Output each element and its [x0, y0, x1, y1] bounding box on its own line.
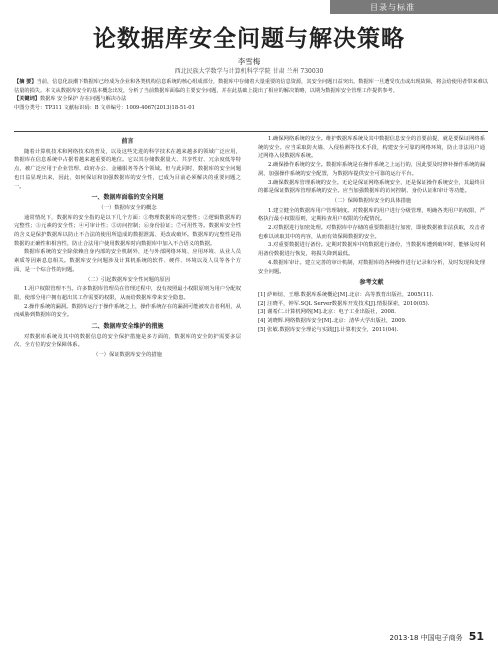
section-1-heading: 一、数据库面临的安全问题: [91, 194, 164, 202]
author: 李雪梅: [237, 57, 261, 66]
abstract-block: [14, 78, 488, 112]
abstract-text: 当前，信息化浪潮下数据库已经成为企业和各类机构信息系统的核心组成部分，数据库中存储着大量重要的信息资源，其安全问题日益突出。数据库一旦遭受攻击或出现故障，将会给使用者带来难以估量的损失。本文从数据库安全的基本概念出发，分析了当前数据库面临的主要安全问题，并在此基础上提出了相应的解决策略，以期为数据库安全管理工作提供参考。: [14, 79, 488, 94]
page-footer: [390, 630, 484, 643]
right-paragraph-6: 3.对重要数据进行备份。定期对数据库中的数据进行备份，当数据库遭到破坏时，能够及时利用备份数据进行恢复，将损失降到最低。: [258, 242, 485, 258]
right-paragraph-5: 2.对数据进行加密处理。对数据库中存储的重要数据进行加密，即使数据被非法获取，攻击者也难以读取其中的内容，从而有效保障数据的安全。: [258, 225, 485, 240]
right-column: [258, 135, 485, 635]
right-paragraph-1: 1.确保网络系统的安全。维护数据库系统及其中数据信息安全的首要前提，就是要保证网络系统的安全。应当采取防火墙、入侵检测等技术手段，构建安全可靠的网络环境，防止非法用户通过网络入侵数据库系统。: [258, 136, 485, 160]
keywords: 数据库 安全保护 存在问题与解决办法: [39, 96, 127, 103]
reference-item: [5] 张敏.数据库安全理论与实践[J].计算机安全，2011(04).: [258, 326, 399, 333]
intro-heading: 前言: [121, 138, 134, 145]
right-paragraph-4: 1.建立健全的数据库用户管理制度。对数据库的用户进行分级管理，明确各类用户的权限，严格执行最小权限原则，定期检查用户权限的分配情况。: [258, 207, 485, 223]
left-column: [14, 135, 241, 635]
references-heading: 参考文献: [359, 279, 384, 287]
reference-item: [1] 萨师煊，王珊.数据库系统概论[M].北京：高等教育出版社，2005(11).: [258, 291, 434, 298]
section-1-paragraph-3: 1.用户权限管理不当。许多数据库管理员在管理过程中，没有按照最小权限原则为用户分配权限，使部分用户拥有超出其工作需要的权限，从而给数据库带来安全隐患。: [14, 286, 241, 301]
abstract-label: 【摘 要】: [14, 79, 37, 85]
section-1-sub-2: （二）引起数据库安全性问题的原因: [85, 276, 170, 283]
journal-issue: 2013·18 中国电子商务: [389, 634, 463, 642]
section-2-paragraph-1: 对数据库系统及其中的数据信息的安全保护措施是多方面的，数据库的安全防护需要多层次、全方位的安全保障体系。: [14, 333, 241, 349]
section-1-sub-1: （一）数据库安全的概念: [98, 204, 157, 211]
section-1-paragraph-1: 通常情况下，数据库的安全指的是以下几个方面：①物理数据库的完整性；②逻辑数据库的完整性；③元素的安全性；④可审计性；⑤访问控制；⑥身份验证；⑦可用性等。数据库安全性的含义是保护数据库以防止不合法的使用所造成的数据泄露、更改或破坏。数据库的完整性是指数据的正确性和相容性，防止合法用户使用数据库时向数据库中加入不合语义的数据。: [14, 214, 241, 247]
section-2-sub-1: （一）保证数据库安全的措施: [93, 352, 162, 359]
affiliation: 西北民族大学数学与计算机科学学院 甘肃 兰州 730030: [174, 68, 324, 75]
header-divider: [14, 131, 488, 132]
section-2-heading: 二、数据库安全维护的措施: [91, 323, 164, 331]
right-subsection: （二）保障数据库安全的具体措施: [331, 197, 412, 204]
section-1-paragraph-4: 2.操作系统的漏洞。数据库运行于操作系统之上，操作系统存在的漏洞可能被攻击者利用，从而威胁到数据库的安全。: [14, 303, 241, 319]
page-number: 51: [468, 630, 484, 643]
intro-paragraph: 随着计算机技术和网络技术的普及，以及这些先进的科学技术在越来越多的领域广泛应用，数据库在信息系统中占据着越来越重要的地位。它以其存储数据量大、共享性好、冗余度低等特点，被广泛应用于企业管理、政府办公、金融服务等各个领域。但与此同时，数据库的安全问题也日益显现出来，因此，如何保证和加强数据库的安全性，已成为目前必须解决的重要问题之一。: [14, 148, 241, 190]
right-paragraph-2: 2.确保操作系统的安全。数据库系统是在操作系统之上运行的，因此要及时修补操作系统的漏洞，加强操作系统的安全配置，为数据库提供安全可靠的运行平台。: [258, 162, 485, 177]
right-paragraph-7: 4.数据库审计。建立完善的审计机制，对数据库的各种操作进行记录和分析，及时发现和处理安全问题。: [258, 259, 485, 275]
reference-item: [4] 刘晓辉.网络数据库安全[M].北京：清华大学出版社，2009.: [258, 318, 407, 325]
classification-meta: 中图分类号：TP311 文献标识码：B 文章编号：1009-4067(2013)18-51-01: [14, 104, 195, 111]
header-band-text: 目录与标准: [370, 3, 415, 12]
keywords-label: 【关键词】: [14, 96, 40, 103]
reference-item: [2] 汪晓平，钟军.SQL Server数据库开发技术[J].情报探索，2010(05).: [258, 300, 430, 307]
reference-item: [3] 谢希仁.计算机网络[M].北京：电子工业出版社，2008.: [258, 309, 396, 316]
article-title: 论数据库安全问题与解决策略: [93, 26, 405, 52]
header-band: [330, 0, 498, 14]
right-paragraph-3: 3.确保数据库管理系统的安全。无论是保证网络系统安全，还是保证操作系统安全，其最终目的都是保证数据库管理系统的安全。应当加强数据库的访问控制、身份认证和审计等功能。: [258, 179, 485, 195]
section-1-paragraph-2: 数据库系统的安全除依赖自身内部的安全机制外，还与外部网络环境、应用环境、从业人员素质等因素息息相关。数据库安全问题涉及计算机系统的软件、硬件、环境以及人员等各个方面，是一个综合性的问题。: [14, 249, 241, 273]
